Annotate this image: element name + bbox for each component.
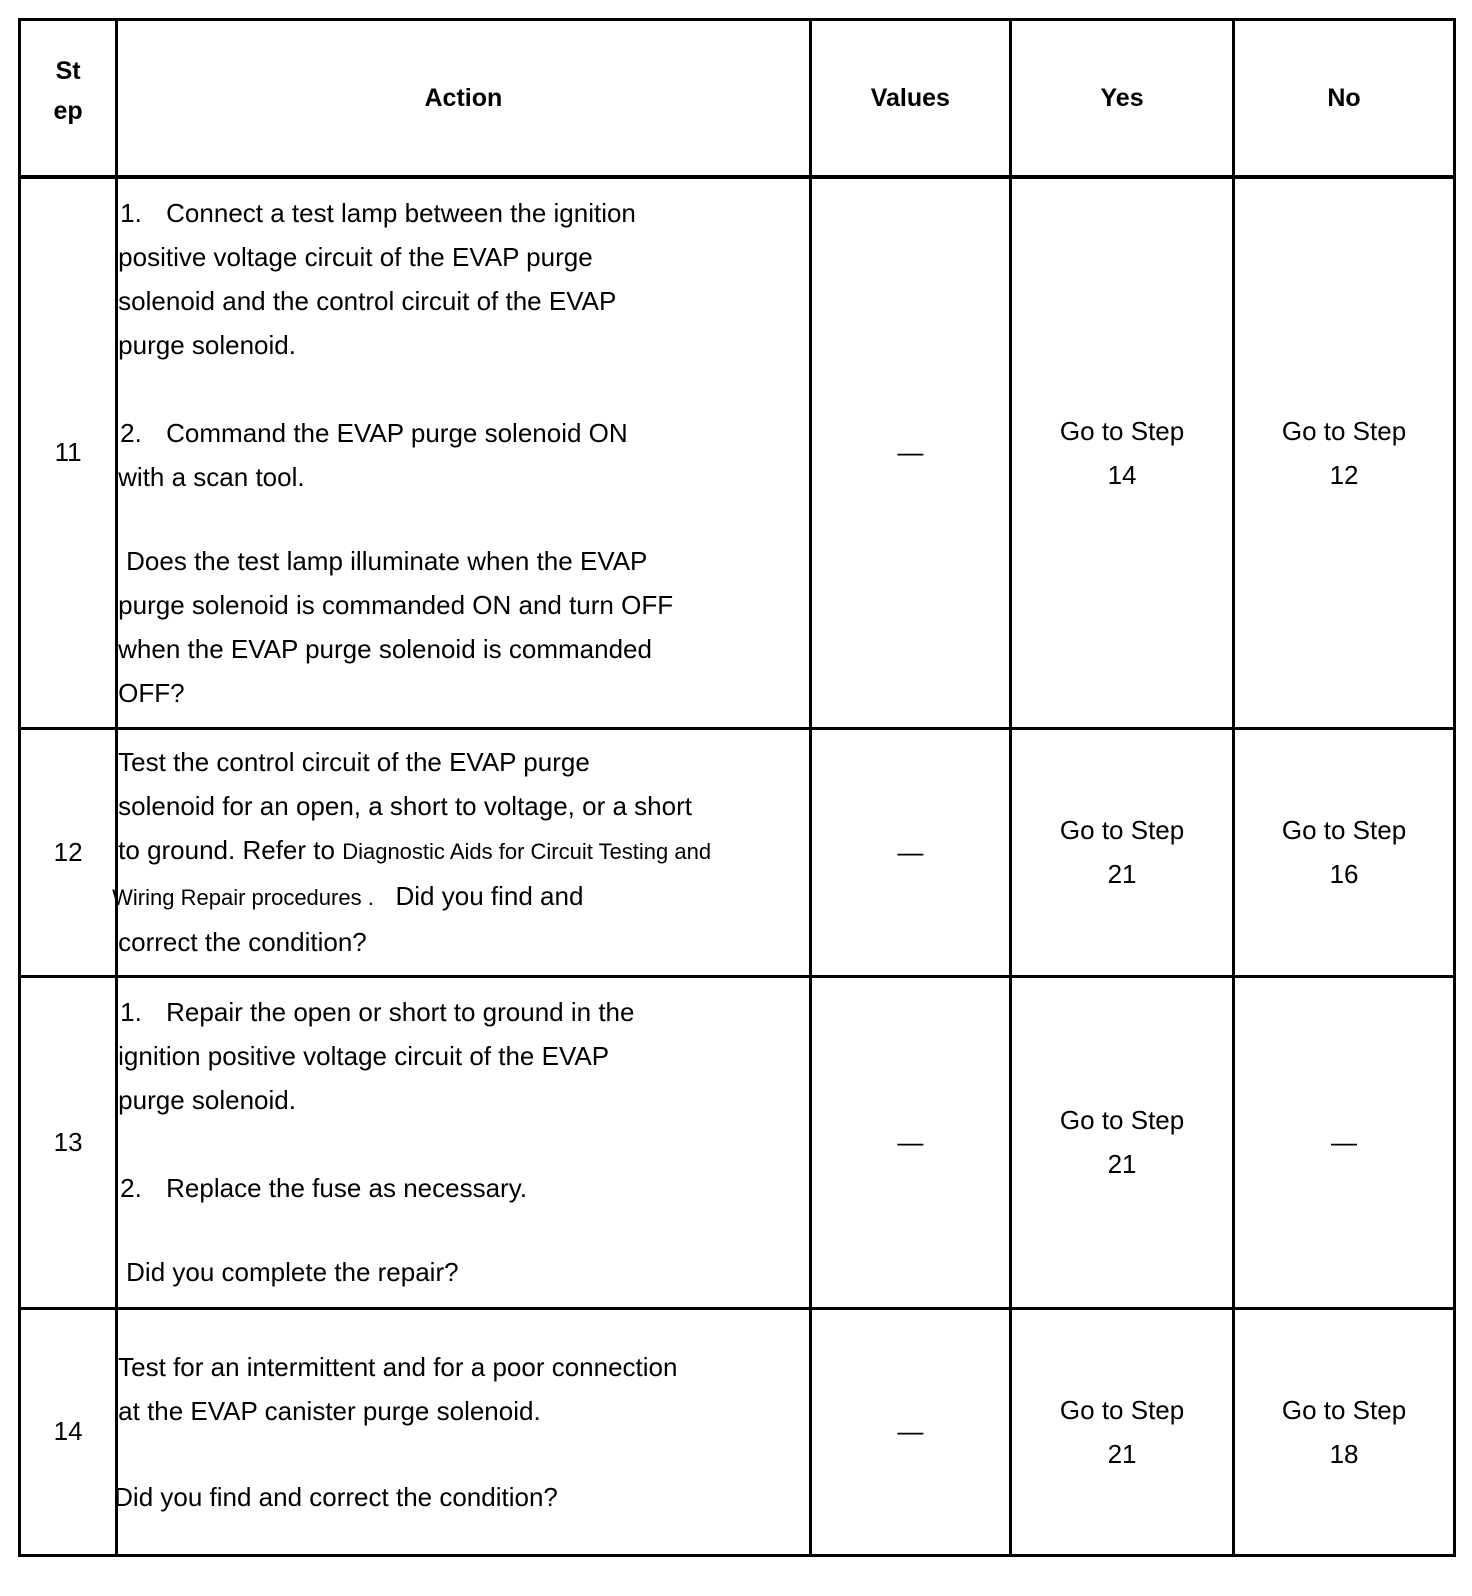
no-cell <box>1234 177 1455 728</box>
step-number: 13 <box>20 976 117 1308</box>
no-cell <box>1234 728 1455 976</box>
action-text: purge solenoid. <box>118 329 296 360</box>
action-question: Did you find and correct the condition? <box>114 1481 558 1512</box>
yes-cell <box>1011 728 1234 976</box>
yes-goto-label: Go to Step <box>1059 815 1185 845</box>
table-row <box>20 177 1455 728</box>
item-number: 2. <box>120 1173 142 1203</box>
action-question: Did you complete the repair? <box>126 1257 459 1287</box>
no-cell: — <box>1234 976 1455 1308</box>
table-row <box>20 1308 1455 1555</box>
action-item <box>118 191 808 235</box>
header-step-line2: ep <box>53 97 83 125</box>
action-question: purge solenoid is commanded ON and turn OFF <box>118 589 674 620</box>
action-text: solenoid for an open, a short to voltage, or a short <box>118 791 692 821</box>
action-text: Command the EVAP purge solenoid ON <box>166 417 628 448</box>
header-values: Values <box>810 20 1010 178</box>
values-cell: — <box>810 1308 1010 1555</box>
action-cell <box>117 177 810 728</box>
yes-goto-label: Go to Step <box>1059 1105 1185 1135</box>
action-text: positive voltage circuit of the EVAP purge <box>118 241 593 272</box>
header-no: No <box>1234 20 1455 178</box>
action-question: Does the test lamp illuminate when the EVAP <box>126 545 648 576</box>
no-goto-label: Go to Step <box>1281 1394 1407 1425</box>
action-question: correct the condition? <box>118 927 367 957</box>
yes-goto-step: 14 <box>1107 459 1137 490</box>
action-text: with a scan tool. <box>118 461 305 492</box>
header-yes: Yes <box>1011 20 1234 178</box>
diagnostic-table <box>18 18 1456 1557</box>
action-text: ignition positive voltage circuit of the EVAP <box>118 1041 610 1071</box>
reference-text: Wiring Repair procedures . <box>112 885 374 910</box>
diagnostic-document <box>18 18 1456 1557</box>
action-text: Connect a test lamp between the ignition <box>166 197 636 228</box>
action-text: solenoid and the control circuit of the EVAP <box>118 285 617 316</box>
action-cell <box>112 728 810 976</box>
yes-cell <box>1011 177 1234 728</box>
action-text <box>112 874 808 920</box>
item-number: 2. <box>120 417 142 448</box>
action-text: purge solenoid. <box>118 1085 296 1115</box>
no-goto-step: 18 <box>1329 1438 1359 1469</box>
step-number: 11 <box>20 177 117 728</box>
action-item <box>118 411 808 455</box>
values-cell: — <box>810 976 1010 1308</box>
action-item <box>118 1166 808 1210</box>
no-goto-step: 16 <box>1329 859 1359 889</box>
header-action: Action <box>117 20 810 178</box>
yes-goto-label: Go to Step <box>1059 415 1185 446</box>
action-cell <box>117 976 810 1308</box>
yes-goto-step: 21 <box>1107 1438 1137 1469</box>
action-text: Test for an intermittent and for a poor connection <box>118 1351 678 1382</box>
item-number: 1. <box>120 197 142 228</box>
action-text: Test the control circuit of the EVAP purge <box>118 747 590 777</box>
action-text-part: to ground. Refer to <box>118 835 335 865</box>
values-cell: — <box>810 728 1010 976</box>
action-text: at the EVAP canister purge solenoid. <box>118 1395 541 1426</box>
no-cell <box>1234 1308 1455 1555</box>
action-item <box>118 990 808 1034</box>
yes-goto-step: 21 <box>1107 1149 1137 1179</box>
action-cell <box>114 1308 810 1555</box>
action-text: Replace the fuse as necessary. <box>166 1173 527 1203</box>
yes-cell <box>1011 1308 1234 1555</box>
action-text: Repair the open or short to ground in the <box>166 997 635 1027</box>
action-question: OFF? <box>118 677 185 708</box>
table-header-row <box>20 20 1455 178</box>
step-number: 14 <box>20 1308 117 1555</box>
table-row <box>20 976 1455 1308</box>
action-question: when the EVAP purge solenoid is commanded <box>118 633 652 664</box>
no-goto-label: Go to Step <box>1281 415 1407 446</box>
action-text <box>118 828 808 874</box>
yes-goto-step: 21 <box>1107 859 1137 889</box>
no-goto-label: Go to Step <box>1281 815 1407 845</box>
table-row <box>20 728 1455 976</box>
header-step <box>20 20 117 178</box>
item-number: 1. <box>120 997 142 1027</box>
reference-text: Diagnostic Aids for Circuit Testing and <box>342 839 712 864</box>
values-cell: — <box>810 177 1010 728</box>
step-number: 12 <box>20 728 117 976</box>
yes-goto-label: Go to Step <box>1059 1394 1185 1425</box>
no-goto-step: 12 <box>1329 459 1359 490</box>
header-step-line1: St <box>55 57 81 85</box>
action-question: Did you find and <box>395 881 584 911</box>
yes-cell <box>1011 976 1234 1308</box>
